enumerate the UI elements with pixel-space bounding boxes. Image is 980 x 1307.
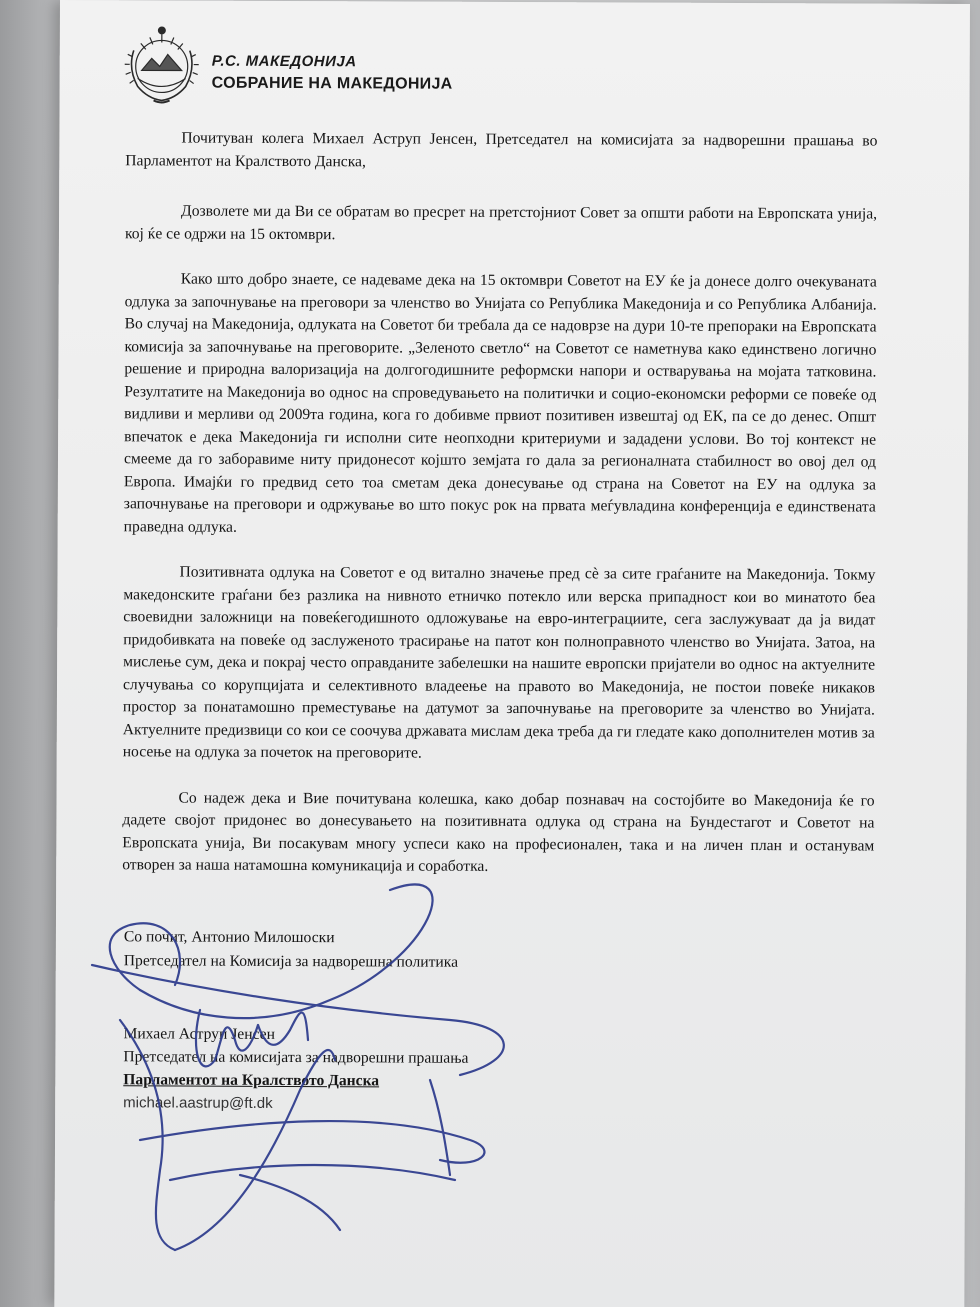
sender-title: Претседател на Комисија за надворешна политика [123, 952, 459, 971]
paragraph-1: Дозволете ми да Ви се обратам во пресрет на претстојниот Совет за општи работи на Европската унија, кој ќе се одржи на 15 октомври. [124, 202, 878, 243]
closing-block [124, 925, 458, 974]
paragraph-2: Како што добро знаете, се надеваме дека на 15 октомври Советот на ЕУ ќе ја донесе долго очекуваната одлука за започнување на преговори за членство во Унијата со Република Македонија и со Република Албанија. Во случај на Македонија, одлуката на Советот би требала да се надоврзе на дури 10-те препораки на Европската комисија за започнување на преговорите. „Зеленото светло“ на Советот се наметнува како единствено логично решение и природна валоризација на долгогодишните реформски напори и остварувања на мојата татковина. Резултатите на Македонија во однос на спроведувањето на политички и социо-економски реформи се повеќе од видливи и мерливи од 2009та година, кога го добивме првиот позитивен извештај од ЕК, па се до денес. Општ впечаток е дека Македонија ги исполни сите неопходни критериуми и зададени услови. Во тој контекст не смееме да го заборавиме ниту придонесот којшто земјата го дала за регионалната стабилност во овој дел од Европа. Имајќи го предвид сето тоа сметам дека донесување од страна на Советот на ЕУ на одлука за започнување на преговори и одржување во што покус рок на првата меѓувладина конференција е единствената праведна одлука. [123, 270, 877, 536]
paragraph-3: Позитивната одлука на Советот е од витално значење пред сè за сите граѓаните на Македонија. Токму македонските граѓани без разлика на нивното етничко потекло или верска припадност кои во минатото беа своевидни заложници на повеќегодишното одложување на евро-интеграциите, сега заслужуваат да ја видат придобивката на повеќе од заслуженото трасирање на патот кон полноправното членство во Унијата. Затоа, на мислење сум, дека и покрај често оправданите забелешки на нашите европски пријатели во однос на актуелните случувања со корупцијата и селективното владеење на правото во Македонија, не постои повеќе никаков простор за понатамошно преместување на датумот за започнување на преговорите за членство во Унијата. Актуелните предизвици со кои се соочува државата мислам дека треба да ги гледате како дополнителен мотив за носење на одлука за почеток на преговорите. [122, 563, 876, 762]
institution-name: СОБРАНИЕ НА МАКЕДОНИЈА [211, 74, 453, 93]
recipient-title: Претседател на комисијата за надворешни прашања [123, 1048, 469, 1067]
coat-of-arms-emblem [122, 20, 202, 104]
letter-body [122, 127, 877, 903]
closing-line: Со почит, Антонио Милошоски [123, 928, 335, 947]
paragraph-4: Со надеж дека и Вие почитувана колешка, како добар познавач на состојбите во Македонија ќе го дадете својот придонес во донесувањето на позитивната одлука од страна на Бундестагот и Советот на Европската унија, Ви посакувам многу успеси како на професионален, така и на личен план и останувам отворен за наша натамошна комуникација и соработка. [122, 789, 875, 875]
salutation: Почитуван колега Михаел Аструп Јенсен, Претседател на комисијата за надворешни прашања во Парламентот на Кралството Данска, [125, 129, 878, 170]
recipient-email: michael.aastrup@ft.dk [123, 1094, 273, 1112]
state-name: Р.С. МАКЕДОНИЈА [211, 52, 357, 71]
recipient-parliament: Парламентот на Кралството Данска [123, 1071, 380, 1090]
letterhead [212, 53, 453, 94]
recipient-name: Михаел Аструп Јенсен [123, 1025, 275, 1043]
letter-sheet [54, 0, 970, 1307]
recipient-block [123, 1022, 468, 1116]
